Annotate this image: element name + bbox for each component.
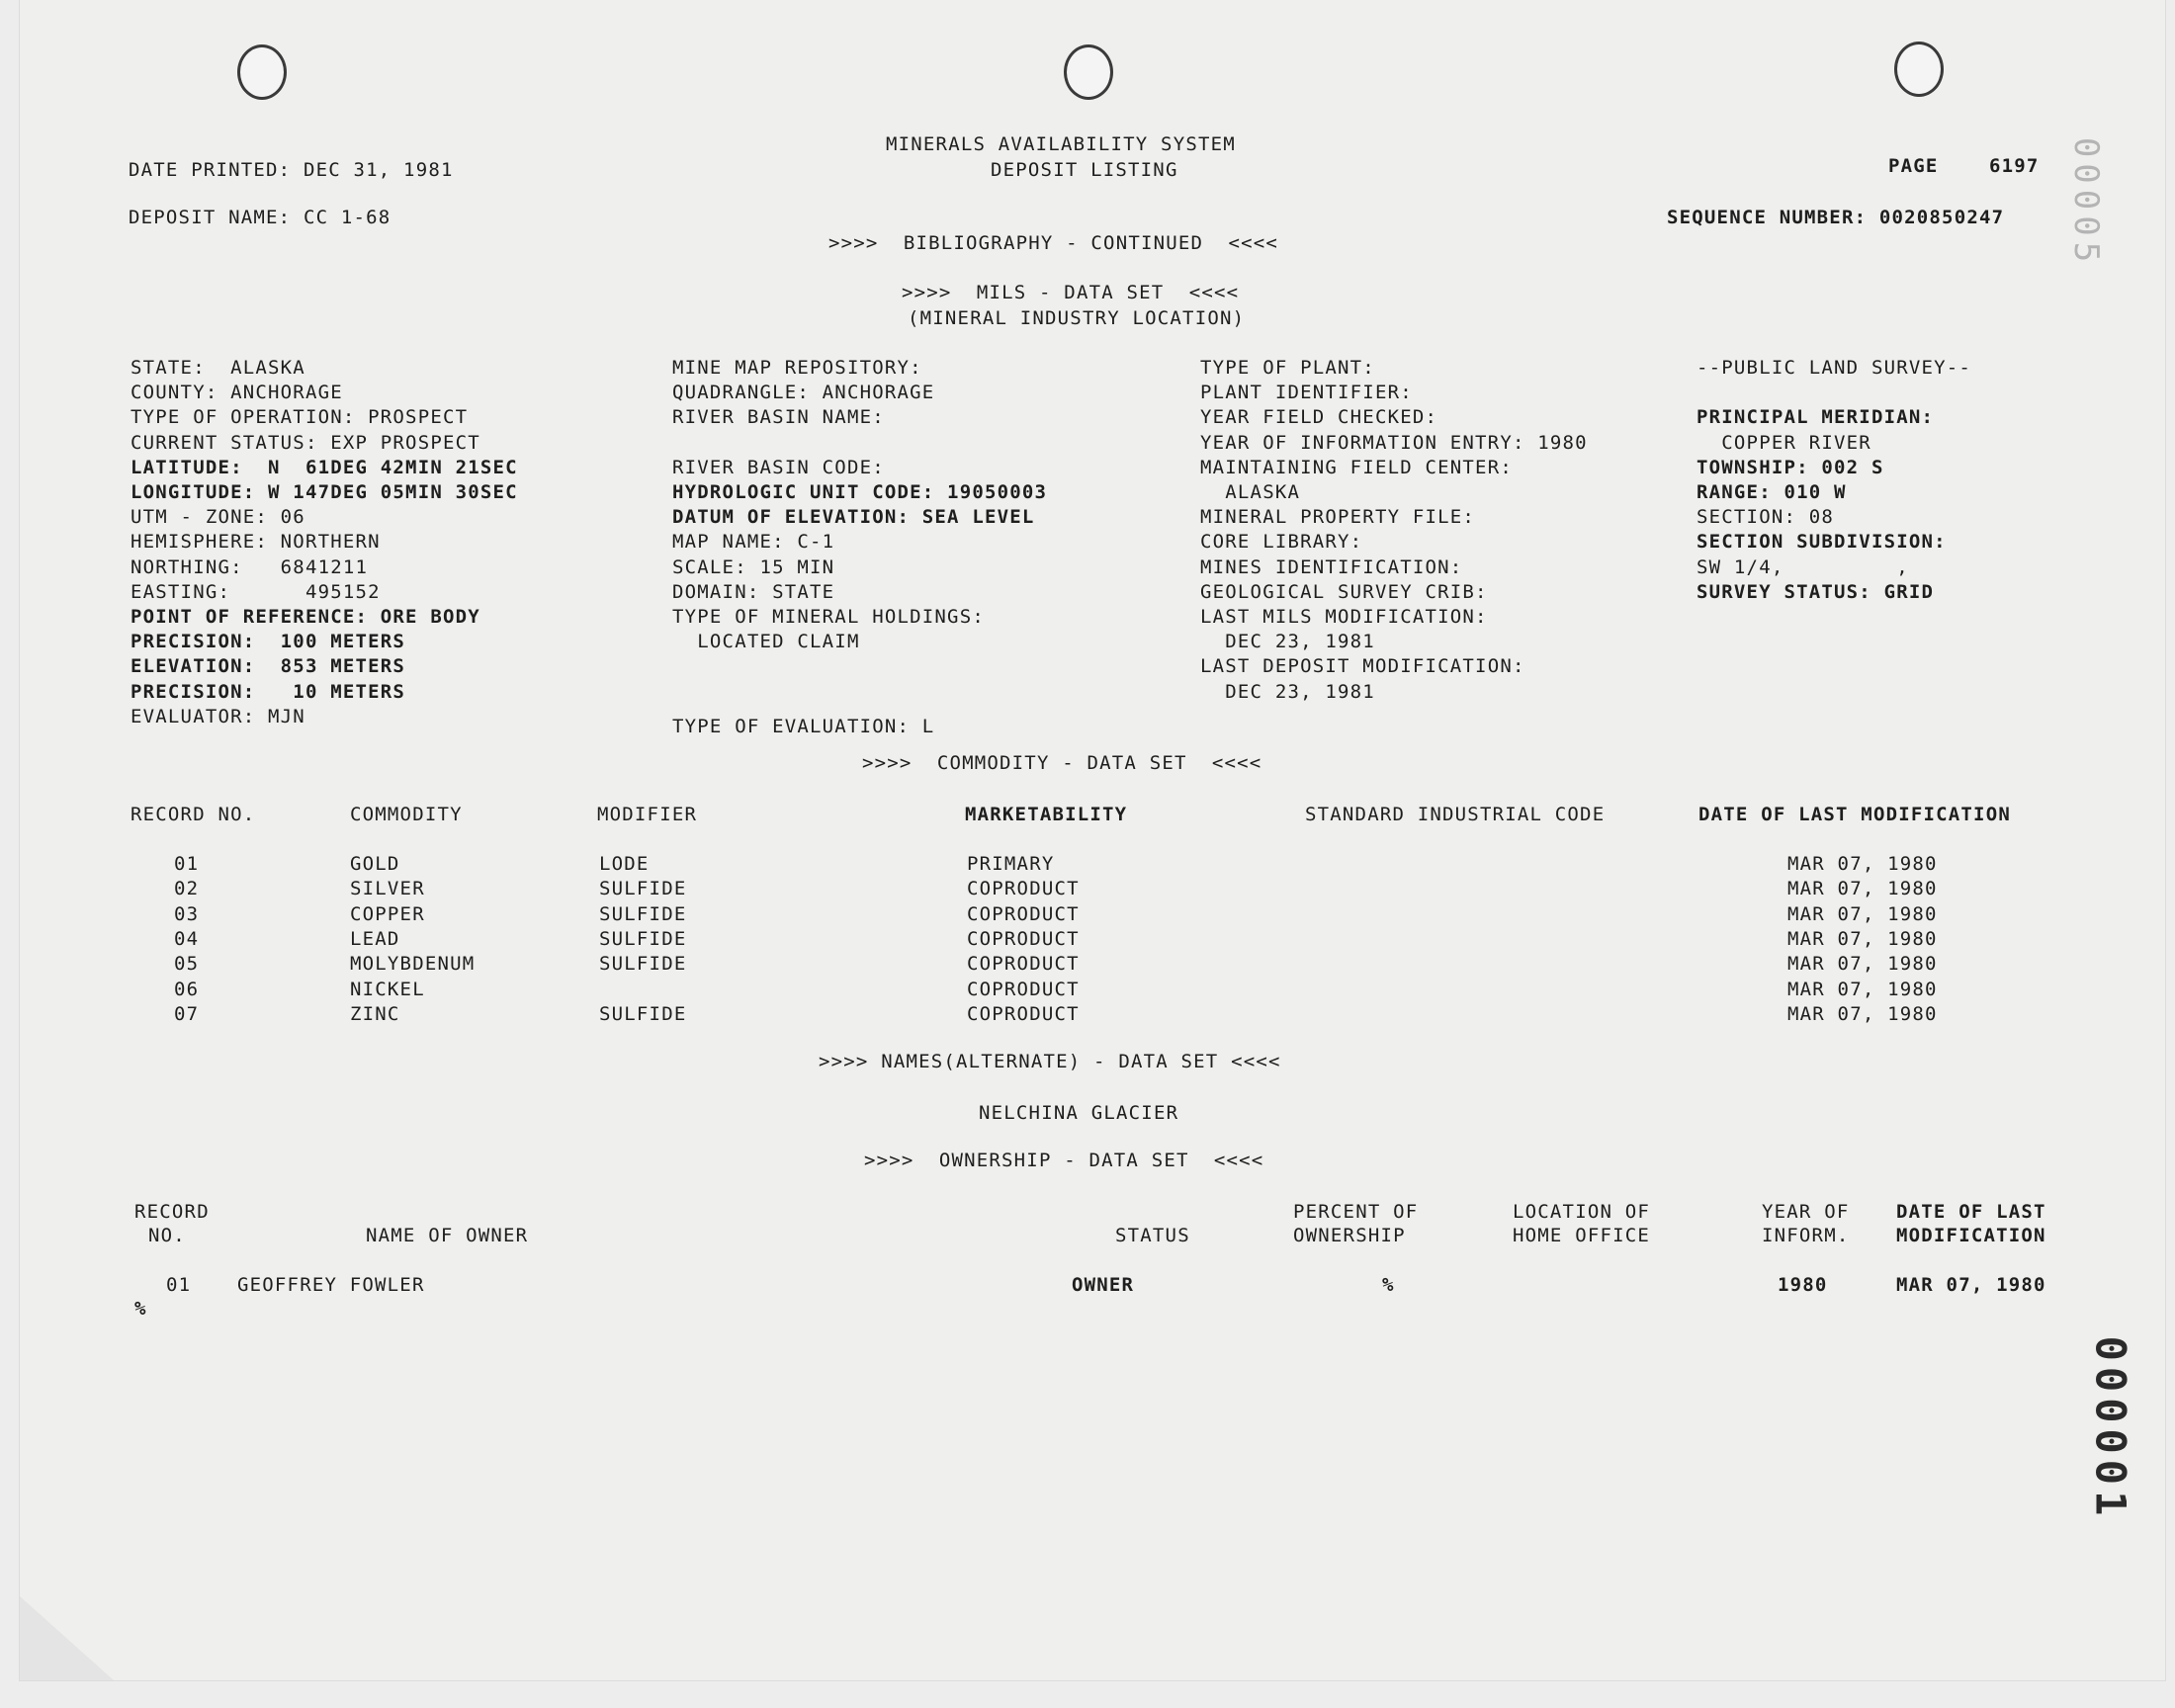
- mils-field: YEAR OF INFORMATION ENTRY: 1980: [1200, 431, 1588, 454]
- commodity-cell-no: 04: [174, 927, 200, 950]
- mils-field: PRECISION: 10 METERS: [130, 680, 406, 703]
- commodity-cell-modifier: SULFIDE: [599, 878, 687, 900]
- mils-field: CURRENT STATUS: EXP PROSPECT: [130, 431, 480, 454]
- listing-title: DEPOSIT LISTING: [991, 159, 1178, 181]
- ownership-header-inform: INFORM.: [1762, 1225, 1850, 1246]
- owner-name: GEOFFREY FOWLER: [237, 1274, 425, 1296]
- owner-date: MAR 07, 1980: [1896, 1274, 2046, 1296]
- commodity-header-modifier: MODIFIER: [597, 804, 698, 825]
- mils-field: SECTION SUBDIVISION:: [1696, 531, 1947, 554]
- commodity-cell-market: COPRODUCT: [967, 978, 1080, 1000]
- commodity-cell-commodity: GOLD: [350, 853, 400, 875]
- mils-field: LONGITUDE: W 147DEG 05MIN 30SEC: [130, 481, 518, 503]
- mils-field: DATUM OF ELEVATION: SEA LEVEL: [672, 506, 1035, 529]
- mils-field: EVALUATOR: MJN: [130, 705, 305, 727]
- mils-field: LAST MILS MODIFICATION:: [1200, 606, 1488, 628]
- mils-field: DEC 23, 1981: [1200, 631, 1375, 653]
- mils-field: TOWNSHIP: 002 S: [1696, 456, 1884, 478]
- ownership-header-location: LOCATION OF: [1513, 1201, 1651, 1223]
- commodity-cell-no: 03: [174, 902, 200, 925]
- ownership-header-no: NO.: [148, 1225, 186, 1246]
- commodity-header-date: DATE OF LAST MODIFICATION: [1698, 804, 2011, 825]
- ownership-header-record: RECORD: [134, 1201, 210, 1223]
- mils-field: HEMISPHERE: NORTHERN: [130, 531, 381, 554]
- commodity-cell-market: COPRODUCT: [967, 902, 1080, 925]
- mils-field: YEAR FIELD CHECKED:: [1200, 406, 1438, 429]
- mils-field: SW 1/4, ,: [1696, 555, 1909, 578]
- mils-field: TYPE OF EVALUATION: L: [672, 715, 935, 737]
- commodity-cell-market: COPRODUCT: [967, 927, 1080, 950]
- frame-number-stamp: 000001: [2086, 1335, 2135, 1521]
- page-label: PAGE: [1888, 155, 1939, 177]
- mils-field: --PUBLIC LAND SURVEY--: [1696, 357, 1972, 379]
- ownership-heading: >>>> OWNERSHIP - DATA SET <<<<: [864, 1150, 1264, 1171]
- commodity-cell-commodity: COPPER: [350, 902, 425, 925]
- commodity-cell-commodity: LEAD: [350, 927, 400, 950]
- owner-record-no: 01: [166, 1274, 192, 1296]
- mils-field: MINERAL PROPERTY FILE:: [1200, 506, 1476, 529]
- mils-field: NORTHING: 6841211: [130, 555, 369, 578]
- commodity-cell-no: 06: [174, 978, 200, 1000]
- commodity-heading: >>>> COMMODITY - DATA SET <<<<: [862, 752, 1262, 774]
- mils-field: DOMAIN: STATE: [672, 580, 835, 603]
- mils-field: PLANT IDENTIFIER:: [1200, 382, 1413, 404]
- commodity-cell-no: 02: [174, 878, 200, 900]
- mils-field: STATE: ALASKA: [130, 357, 305, 379]
- mils-field: DEC 23, 1981: [1200, 680, 1375, 703]
- commodity-header-marketability: MARKETABILITY: [965, 804, 1128, 825]
- commodity-cell-date: MAR 07, 1980: [1787, 953, 1938, 976]
- names-heading: >>>> NAMES(ALTERNATE) - DATA SET <<<<: [819, 1051, 1281, 1072]
- commodity-cell-market: COPRODUCT: [967, 1002, 1080, 1025]
- ownership-header-percent: PERCENT OF: [1293, 1201, 1419, 1223]
- commodity-cell-date: MAR 07, 1980: [1787, 1002, 1938, 1025]
- deposit-name: DEPOSIT NAME: CC 1-68: [129, 207, 392, 228]
- mils-field: GEOLOGICAL SURVEY CRIB:: [1200, 580, 1488, 603]
- commodity-cell-date: MAR 07, 1980: [1787, 902, 1938, 925]
- mils-field: PRECISION: 100 METERS: [130, 631, 406, 653]
- punch-hole-left: [237, 44, 287, 100]
- mils-field: LAST DEPOSIT MODIFICATION:: [1200, 655, 1525, 678]
- commodity-cell-commodity: MOLYBDENUM: [350, 953, 476, 976]
- owner-status: OWNER: [1072, 1274, 1135, 1296]
- commodity-header-record: RECORD NO.: [130, 804, 256, 825]
- mils-subheading: (MINERAL INDUSTRY LOCATION): [908, 307, 1246, 329]
- mils-field: LOCATED CLAIM: [672, 631, 860, 653]
- mils-field: TYPE OF MINERAL HOLDINGS:: [672, 606, 985, 628]
- mils-field: CORE LIBRARY:: [1200, 531, 1363, 554]
- mils-field: SCALE: 15 MIN: [672, 555, 835, 578]
- mils-field: COUNTY: ANCHORAGE: [130, 382, 343, 404]
- alternate-name: NELCHINA GLACIER: [979, 1102, 1179, 1124]
- mils-field: HYDROLOGIC UNIT CODE: 19050003: [672, 481, 1048, 503]
- punch-hole-right: [1894, 42, 1944, 97]
- ownership-header-home-office: HOME OFFICE: [1513, 1225, 1651, 1246]
- mils-field: POINT OF REFERENCE: ORE BODY: [130, 606, 480, 628]
- commodity-header-sic: STANDARD INDUSTRIAL CODE: [1305, 804, 1606, 825]
- faint-frame-stamp: 00005: [2066, 136, 2107, 269]
- mils-field: PRINCIPAL MERIDIAN:: [1696, 406, 1935, 429]
- commodity-header-commodity: COMMODITY: [350, 804, 463, 825]
- ownership-header-status: STATUS: [1115, 1225, 1190, 1246]
- commodity-cell-date: MAR 07, 1980: [1787, 978, 1938, 1000]
- mils-field: QUADRANGLE: ANCHORAGE: [672, 382, 935, 404]
- commodity-cell-no: 05: [174, 953, 200, 976]
- commodity-cell-modifier: LODE: [599, 853, 650, 875]
- mils-field: RANGE: 010 W: [1696, 481, 1847, 503]
- mils-field: RIVER BASIN CODE:: [672, 456, 885, 478]
- page-number: 6197: [1989, 155, 2040, 177]
- mils-heading: >>>> MILS - DATA SET <<<<: [902, 282, 1240, 303]
- bibliography-heading: >>>> BIBLIOGRAPHY - CONTINUED <<<<: [828, 232, 1279, 254]
- system-title: MINERALS AVAILABILITY SYSTEM: [886, 133, 1236, 155]
- mils-field: MAP NAME: C-1: [672, 531, 835, 554]
- commodity-cell-market: COPRODUCT: [967, 953, 1080, 976]
- commodity-cell-date: MAR 07, 1980: [1787, 878, 1938, 900]
- mils-field: MINE MAP REPOSITORY:: [672, 357, 922, 379]
- ownership-header-ownership: OWNERSHIP: [1293, 1225, 1406, 1246]
- mils-field: COPPER RIVER: [1696, 431, 1871, 454]
- mils-field: SECTION: 08: [1696, 506, 1835, 529]
- mils-field: UTM - ZONE: 06: [130, 506, 305, 529]
- punch-hole-center: [1064, 44, 1113, 100]
- date-printed: DATE PRINTED: DEC 31, 1981: [129, 159, 454, 181]
- commodity-cell-commodity: NICKEL: [350, 978, 425, 1000]
- ownership-header-modification: MODIFICATION: [1896, 1225, 2046, 1246]
- commodity-cell-date: MAR 07, 1980: [1787, 853, 1938, 875]
- mils-field: ALASKA: [1200, 481, 1301, 503]
- ownership-header-year: YEAR OF: [1762, 1201, 1850, 1223]
- mils-field: ELEVATION: 853 METERS: [130, 655, 406, 678]
- commodity-cell-modifier: SULFIDE: [599, 1002, 687, 1025]
- mils-field: LATITUDE: N 61DEG 42MIN 21SEC: [130, 456, 518, 478]
- commodity-cell-modifier: SULFIDE: [599, 927, 687, 950]
- mils-field: EASTING: 495152: [130, 580, 381, 603]
- commodity-cell-modifier: SULFIDE: [599, 902, 687, 925]
- ownership-header-name: NAME OF OWNER: [366, 1225, 529, 1246]
- mils-field: SURVEY STATUS: GRID: [1696, 580, 1935, 603]
- folded-corner: [20, 1596, 114, 1680]
- owner-year: 1980: [1778, 1274, 1828, 1296]
- mils-field: RIVER BASIN NAME:: [672, 406, 885, 429]
- sequence-number: SEQUENCE NUMBER: 0020850247: [1667, 207, 2005, 228]
- mils-field: MAINTAINING FIELD CENTER:: [1200, 456, 1513, 478]
- mils-field: MINES IDENTIFICATION:: [1200, 555, 1463, 578]
- commodity-cell-market: PRIMARY: [967, 853, 1055, 875]
- commodity-cell-commodity: ZINC: [350, 1002, 400, 1025]
- commodity-cell-market: COPRODUCT: [967, 878, 1080, 900]
- commodity-cell-modifier: SULFIDE: [599, 953, 687, 976]
- owner-percent: %: [1382, 1274, 1395, 1296]
- commodity-cell-commodity: SILVER: [350, 878, 425, 900]
- mils-field: TYPE OF OPERATION: PROSPECT: [130, 406, 469, 429]
- ownership-header-date-last: DATE OF LAST: [1896, 1201, 2046, 1223]
- mils-field: TYPE OF PLANT:: [1200, 357, 1375, 379]
- commodity-cell-date: MAR 07, 1980: [1787, 927, 1938, 950]
- ownership-trailer: %: [134, 1298, 147, 1320]
- commodity-cell-no: 01: [174, 853, 200, 875]
- commodity-cell-no: 07: [174, 1002, 200, 1025]
